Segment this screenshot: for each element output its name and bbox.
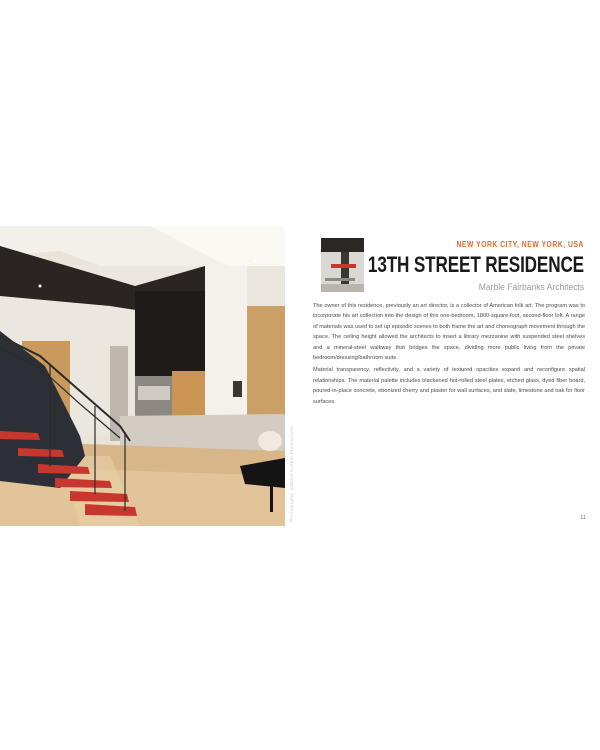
- project-location: NEW YORK CITY, NEW YORK, USA: [456, 240, 584, 249]
- project-title: 13TH STREET RESIDENCE: [367, 252, 584, 277]
- interior-photo: [0, 226, 285, 526]
- paragraph-1: The owner of this residence, previously an art director, is a collector of American folk art. The program was to incorporate his art collection into the design of this one-bedroom, 1800-square-foot, second-floor loft. A range of materials was used to set up episodic scenes to both frame the art and choreograph movement through the space. The ceiling height allowed the architects to insert a library mezzanine with suspended steel shelves and a mineral-steel walkway that bridges the space, dividing more public living from the private bedroom/dressing/bathroom suite.: [313, 303, 585, 362]
- description-text: [313, 301, 585, 409]
- paragraph-2: Material transparency, reflectivity, and a variety of textured opacities expand and reconfigure spatial relationships. The material palette includes blackened hot-rolled steel plates, etched glass, dyed fiber board, poured-in-place concrete, ebonized cherry and plaster for wall surfaces, and slate, limestone and oak for floor surfaces.: [313, 367, 585, 405]
- photo-credit: Photography: Eduard Hueber Photography: [289, 425, 294, 522]
- architect-name: Marble Fairbanks Architects: [478, 282, 584, 293]
- book-spread: [0, 226, 600, 526]
- thumbnail-photo: [321, 238, 364, 292]
- page-number: 11: [580, 515, 586, 521]
